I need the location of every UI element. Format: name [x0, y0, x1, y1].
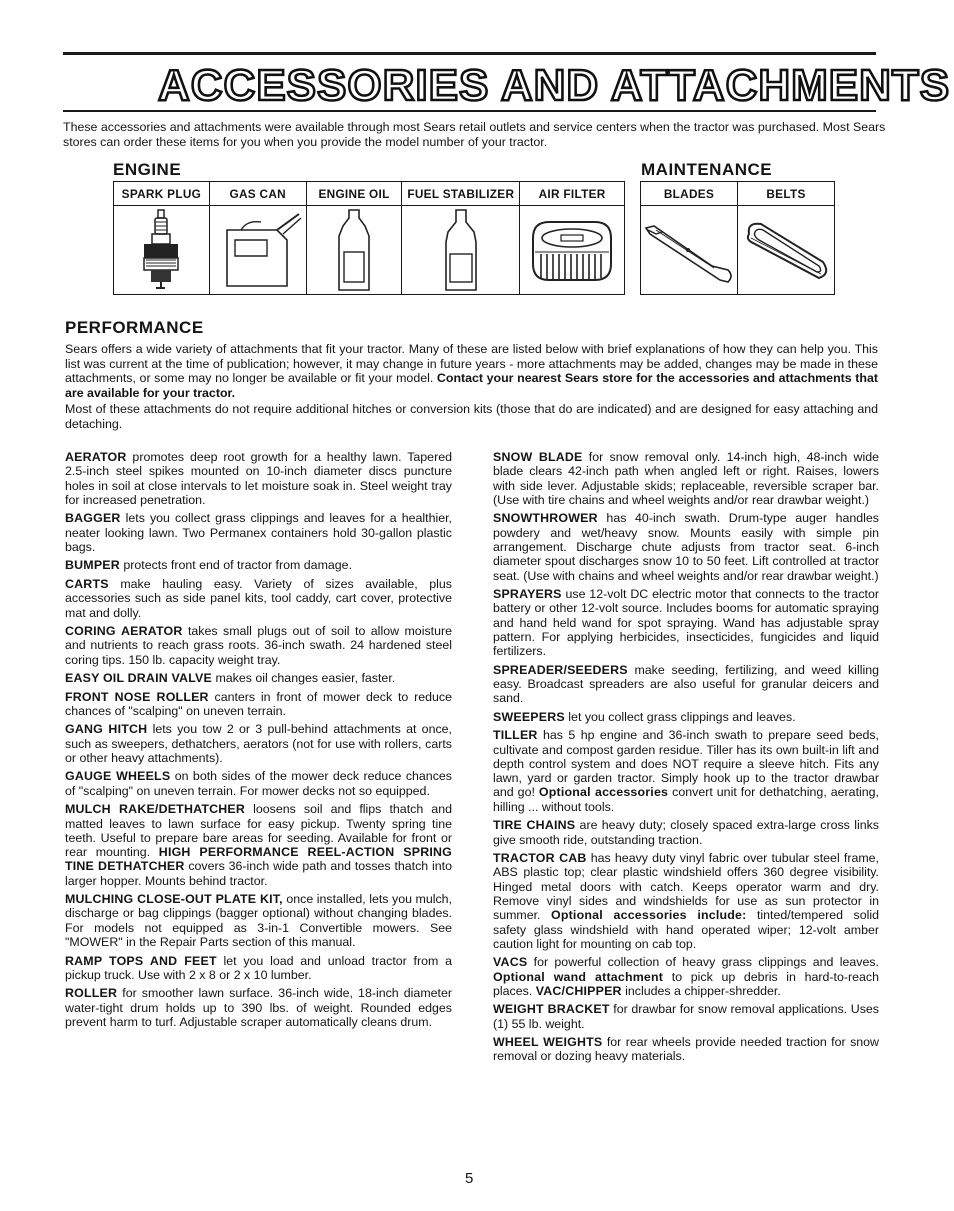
attachment-term: SPREADER/SEEDERS [493, 662, 628, 677]
attachment-description: has 40-inch swath. Drum-type auger handles powdery and wet/heavy snow. Mounts easily with simple pin arrangement. Discharge chute adjusts from tractor seat. 6-inch diameter spout discharges snow 10 to 50 feet. Lift controlled at tractor seat. (Use with chains and wheel weights and/or rear drawbar weight.) [493, 511, 879, 583]
attachment-entry [493, 851, 879, 951]
attachment-entry [65, 892, 452, 949]
performance-heading: PERFORMANCE [65, 318, 204, 337]
maintenance-heading: MAINTENANCE [641, 160, 773, 179]
attachment-description: let you collect grass clippings and leaves. [568, 709, 796, 724]
engine-item-label: AIR FILTER [520, 182, 625, 206]
attachment-description: canters in front of mower deck to reduce chances of "scalping" on uneven terrain. [65, 689, 452, 718]
attachment-entry [65, 690, 452, 719]
attachment-term: TILLER [493, 728, 538, 743]
attachment-term: Optional accessories include: [551, 908, 747, 923]
attachment-term: SWEEPERS [493, 709, 565, 724]
attachment-description: tinted/tempered solid safety glass windshield with hand operated wiper; 12-volt amber caution light for mounting on cab top. [493, 908, 879, 951]
attachment-description: makes oil changes easier, faster. [215, 671, 396, 686]
attachment-description: to pick up debris in hard-to-reach places. [493, 969, 879, 998]
attachment-term: SNOW BLADE [493, 450, 583, 464]
attachment-description: use 12-volt DC electric motor that connects to the tractor battery or other 12-volt source. Includes booms for automatic spraying and hand held wand for spot spraying. Wand has adjustable spray pattern. For applying herbicides, insecticides, fungicides and liquid fertilizers. [493, 587, 879, 659]
attachment-description: promotes deep root growth for a healthy lawn. Tapered 2.5-inch steel spikes mounted on 10-inch diameter discs puncture holes in soil at close intervals to let moisture soak in. Steel weight tray for increased penetration. [65, 450, 452, 507]
attachment-entry [65, 671, 452, 685]
fuel-stabilizer-icon [436, 208, 486, 292]
engine-oil-icon [329, 208, 379, 292]
attachment-description: protects front end of tractor from damage. [123, 558, 353, 573]
performance-note-paragraph: Most of these attachments do not require additional hitches or conversion kits (those that do are indicated) and are designed for easy attaching and detaching. [65, 402, 878, 431]
engine-oil-cell [306, 206, 402, 295]
engine-accessories-table [113, 181, 625, 295]
attachment-term: FRONT NOSE ROLLER [65, 689, 209, 704]
attachment-description: covers 36-inch wide path and tosses thatch into larger hopper. Mounts behind tractor. [65, 859, 452, 888]
attachment-entry [493, 818, 879, 847]
attachment-description: convert unit for dethatching, aerating, hilling ... without tools. [493, 785, 879, 814]
attachment-description: let you load and unload tractor from a pickup truck. Use with 2 x 8 or 2 x 10 lumber. [65, 953, 452, 982]
engine-item-label: FUEL STABILIZER [402, 182, 520, 206]
right-attachments-column [493, 450, 879, 1068]
attachment-entry [493, 728, 879, 814]
attachment-term: EASY OIL DRAIN VALVE [65, 671, 212, 686]
attachment-term: MULCH RAKE/DETHATCHER [65, 802, 246, 817]
attachment-entry [65, 769, 452, 798]
attachment-term: CORING AERATOR [65, 624, 183, 639]
spark-plug-icon [136, 208, 186, 292]
page-number: 5 [465, 1170, 474, 1187]
attachment-term: CARTS [65, 576, 109, 591]
attachment-entry [493, 587, 879, 658]
attachment-description: make seeding, fertilizing, and weed killing easy. Broadcast spreaders are also useful for granular deicers and sand. [493, 662, 879, 706]
intro-paragraph: These accessories and attachments were available through most Sears retail outlets and service centers when the tractor was purchased. Most Sears stores can order these items for you when you provide the model number of your tractor. [63, 120, 886, 149]
attachment-term: AERATOR [65, 450, 127, 464]
attachment-term: HIGH PERFORMANCE REEL-ACTION SPRING TINE DETHATCHER [65, 845, 452, 874]
gas-can-icon [213, 208, 303, 292]
fuel-stabilizer-cell [402, 206, 520, 295]
attachment-description: are heavy duty; closely spaced extra-large cross links give smooth ride, outstanding traction. [493, 818, 879, 847]
blades-cell [641, 206, 738, 295]
maintenance-accessories-table [640, 181, 835, 295]
attachment-entry [65, 624, 452, 667]
attachment-entry [65, 954, 452, 983]
attachment-term: TRACTOR CAB [493, 851, 587, 866]
attachment-entry [65, 802, 452, 888]
performance-intro-paragraph [65, 342, 878, 400]
belts-cell [738, 206, 835, 295]
attachment-term: BUMPER [65, 558, 120, 573]
attachment-term: BAGGER [65, 511, 121, 526]
attachment-entry [493, 511, 879, 582]
belt-icon [739, 208, 833, 292]
attachment-entry [493, 663, 879, 706]
left-attachments-column [65, 450, 452, 1033]
attachment-entry [493, 1002, 879, 1031]
engine-item-label: SPARK PLUG [114, 182, 210, 206]
header-bottom-rule [63, 110, 876, 112]
attachment-description: has 5 hp engine and 36-inch swath to prepare seed beds, cultivate and compost garden residue. Tiller has its own built-in lift and depth control system and does NOT require a sleeve hitch. Fits any lawn, yard or garden tractor. Simply hook up to the tractor drawbar and go! [493, 728, 880, 800]
attachment-term: WEIGHT BRACKET [493, 1002, 610, 1017]
attachment-term: Optional wand attachment [493, 969, 664, 984]
attachment-term: SPRAYERS [493, 587, 562, 602]
performance-intro-text: Sears offers a wide variety of attachments that fit your tractor. Many of these are listed below with brief explanations of how they can help you. This list was current at the time of publication; however, it may change in future years - more attachments may be added, changes may be made in these attachments, or some may no longer be available or fit your model. [65, 342, 878, 385]
attachment-term: SNOWTHROWER [493, 511, 598, 526]
attachment-term: TIRE CHAINS [493, 818, 576, 833]
air-filter-cell [520, 206, 625, 295]
attachment-description: lets you tow 2 or 3 pull-behind attachments at once, such as sweepers, dethatchers, aerators (not for use with rollers, carts or other heavy attachments). [65, 722, 452, 765]
attachment-term: WHEEL WEIGHTS [493, 1035, 603, 1050]
attachment-description: has heavy duty vinyl fabric over tubular steel frame, ABS plastic top; clear plastic windshield offers 360 degree visibility. Hinged metal doors with catch. Keeps operator warm and dry. Remove vinyl sides and windshields for use as sun protector in summer. [493, 851, 879, 923]
attachment-description: for powerful collection of heavy grass clippings and leaves. [533, 955, 879, 970]
attachment-description: lets you collect grass clippings and leaves for a healthier, neater looking lawn. Two Permanex containers hold 30-gallon plastic bags. [65, 511, 452, 554]
attachment-term: MULCHING CLOSE-OUT PLATE KIT, [65, 892, 283, 907]
maintenance-item-label: BLADES [641, 182, 738, 206]
attachment-description: make hauling easy. Variety of sizes available, plus accessories such as side panel kits, tool caddy, cart cover, protective mat and dolly. [65, 576, 452, 620]
attachment-term: VACS [493, 955, 528, 970]
attachment-description: for snow removal only. 14-inch high, 48-inch wide blade clears 42-inch path when angled left or right. Raises, lowers with side lever. Adjustable skids; replaceable, reversible scraper bar. (Use with tire chains and wheel weights and/or rear drawbar weight.) [493, 450, 879, 507]
gas-can-cell [209, 206, 306, 295]
blade-icon [642, 208, 736, 292]
attachment-term: Optional accessories [538, 785, 669, 800]
attachment-term: VAC/CHIPPER [535, 983, 622, 998]
attachment-entry [65, 986, 452, 1029]
engine-item-label: GAS CAN [209, 182, 306, 206]
attachment-entry [65, 722, 452, 765]
header-top-rule [63, 52, 876, 55]
attachment-entry [493, 710, 879, 724]
attachment-entry [493, 1035, 879, 1064]
attachment-entry [65, 511, 452, 554]
attachment-description: once installed, lets you mulch, discharge or bag clippings (bagger optional) without changing blades. For models not equipped as 3-in-1 Convertible mowers. See "MOWER" in the Repair Parts section of this manual. [65, 892, 453, 950]
engine-heading: ENGINE [113, 160, 182, 179]
attachment-term: GANG HITCH [65, 722, 148, 737]
spark-plug-cell [114, 206, 210, 295]
attachment-entry [65, 450, 452, 507]
attachment-description: for rear wheels provide needed traction for snow removal or dozing heavy materials. [493, 1035, 879, 1064]
attachment-description: loosens soil and flips thatch and matted leaves to lawn surface for easy pickup. Twenty spring tine teeth. Useful to prepare bare areas for seeding. Available for front or rear mounting. [65, 802, 452, 860]
attachment-entry [493, 955, 879, 998]
air-filter-icon [525, 208, 619, 292]
maintenance-item-label: BELTS [738, 182, 835, 206]
attachment-description: on both sides of the mower deck reduce chances of "scalping" on uneven terrain. For mower decks not so equipped. [65, 769, 452, 798]
attachment-entry [65, 577, 452, 620]
page-title: ACCESSORIES AND ATTACHMENTS [158, 61, 951, 110]
engine-item-label: ENGINE OIL [306, 182, 402, 206]
attachment-description: includes a chipper-shredder. [625, 983, 781, 998]
attachment-term: GAUGE WHEELS [65, 769, 171, 784]
attachment-entry [65, 558, 452, 572]
attachment-entry [493, 450, 879, 507]
attachment-description: for smoother lawn surface. 36-inch wide, 18-inch diameter water-tight drum holds up to 390 lbs. of weight. Rounded edges prevent harm to turf. Adjustable scraper automatically cleans drum. [65, 986, 452, 1029]
attachment-term: ROLLER [65, 986, 118, 1001]
performance-intro-bold: Contact your nearest Sears store for the accessories and attachments that are available for your tractor. [65, 371, 878, 400]
attachment-description: for drawbar for snow removal applications. Uses (1) 55 lb. weight. [493, 1002, 879, 1031]
attachment-description: takes small plugs out of soil to allow moisture and nutrients to reach grass roots. 36-inch swath. 24 hardened steel coring tips. 150 lb. capacity weight tray. [65, 624, 452, 667]
attachment-term: RAMP TOPS AND FEET [65, 953, 217, 968]
